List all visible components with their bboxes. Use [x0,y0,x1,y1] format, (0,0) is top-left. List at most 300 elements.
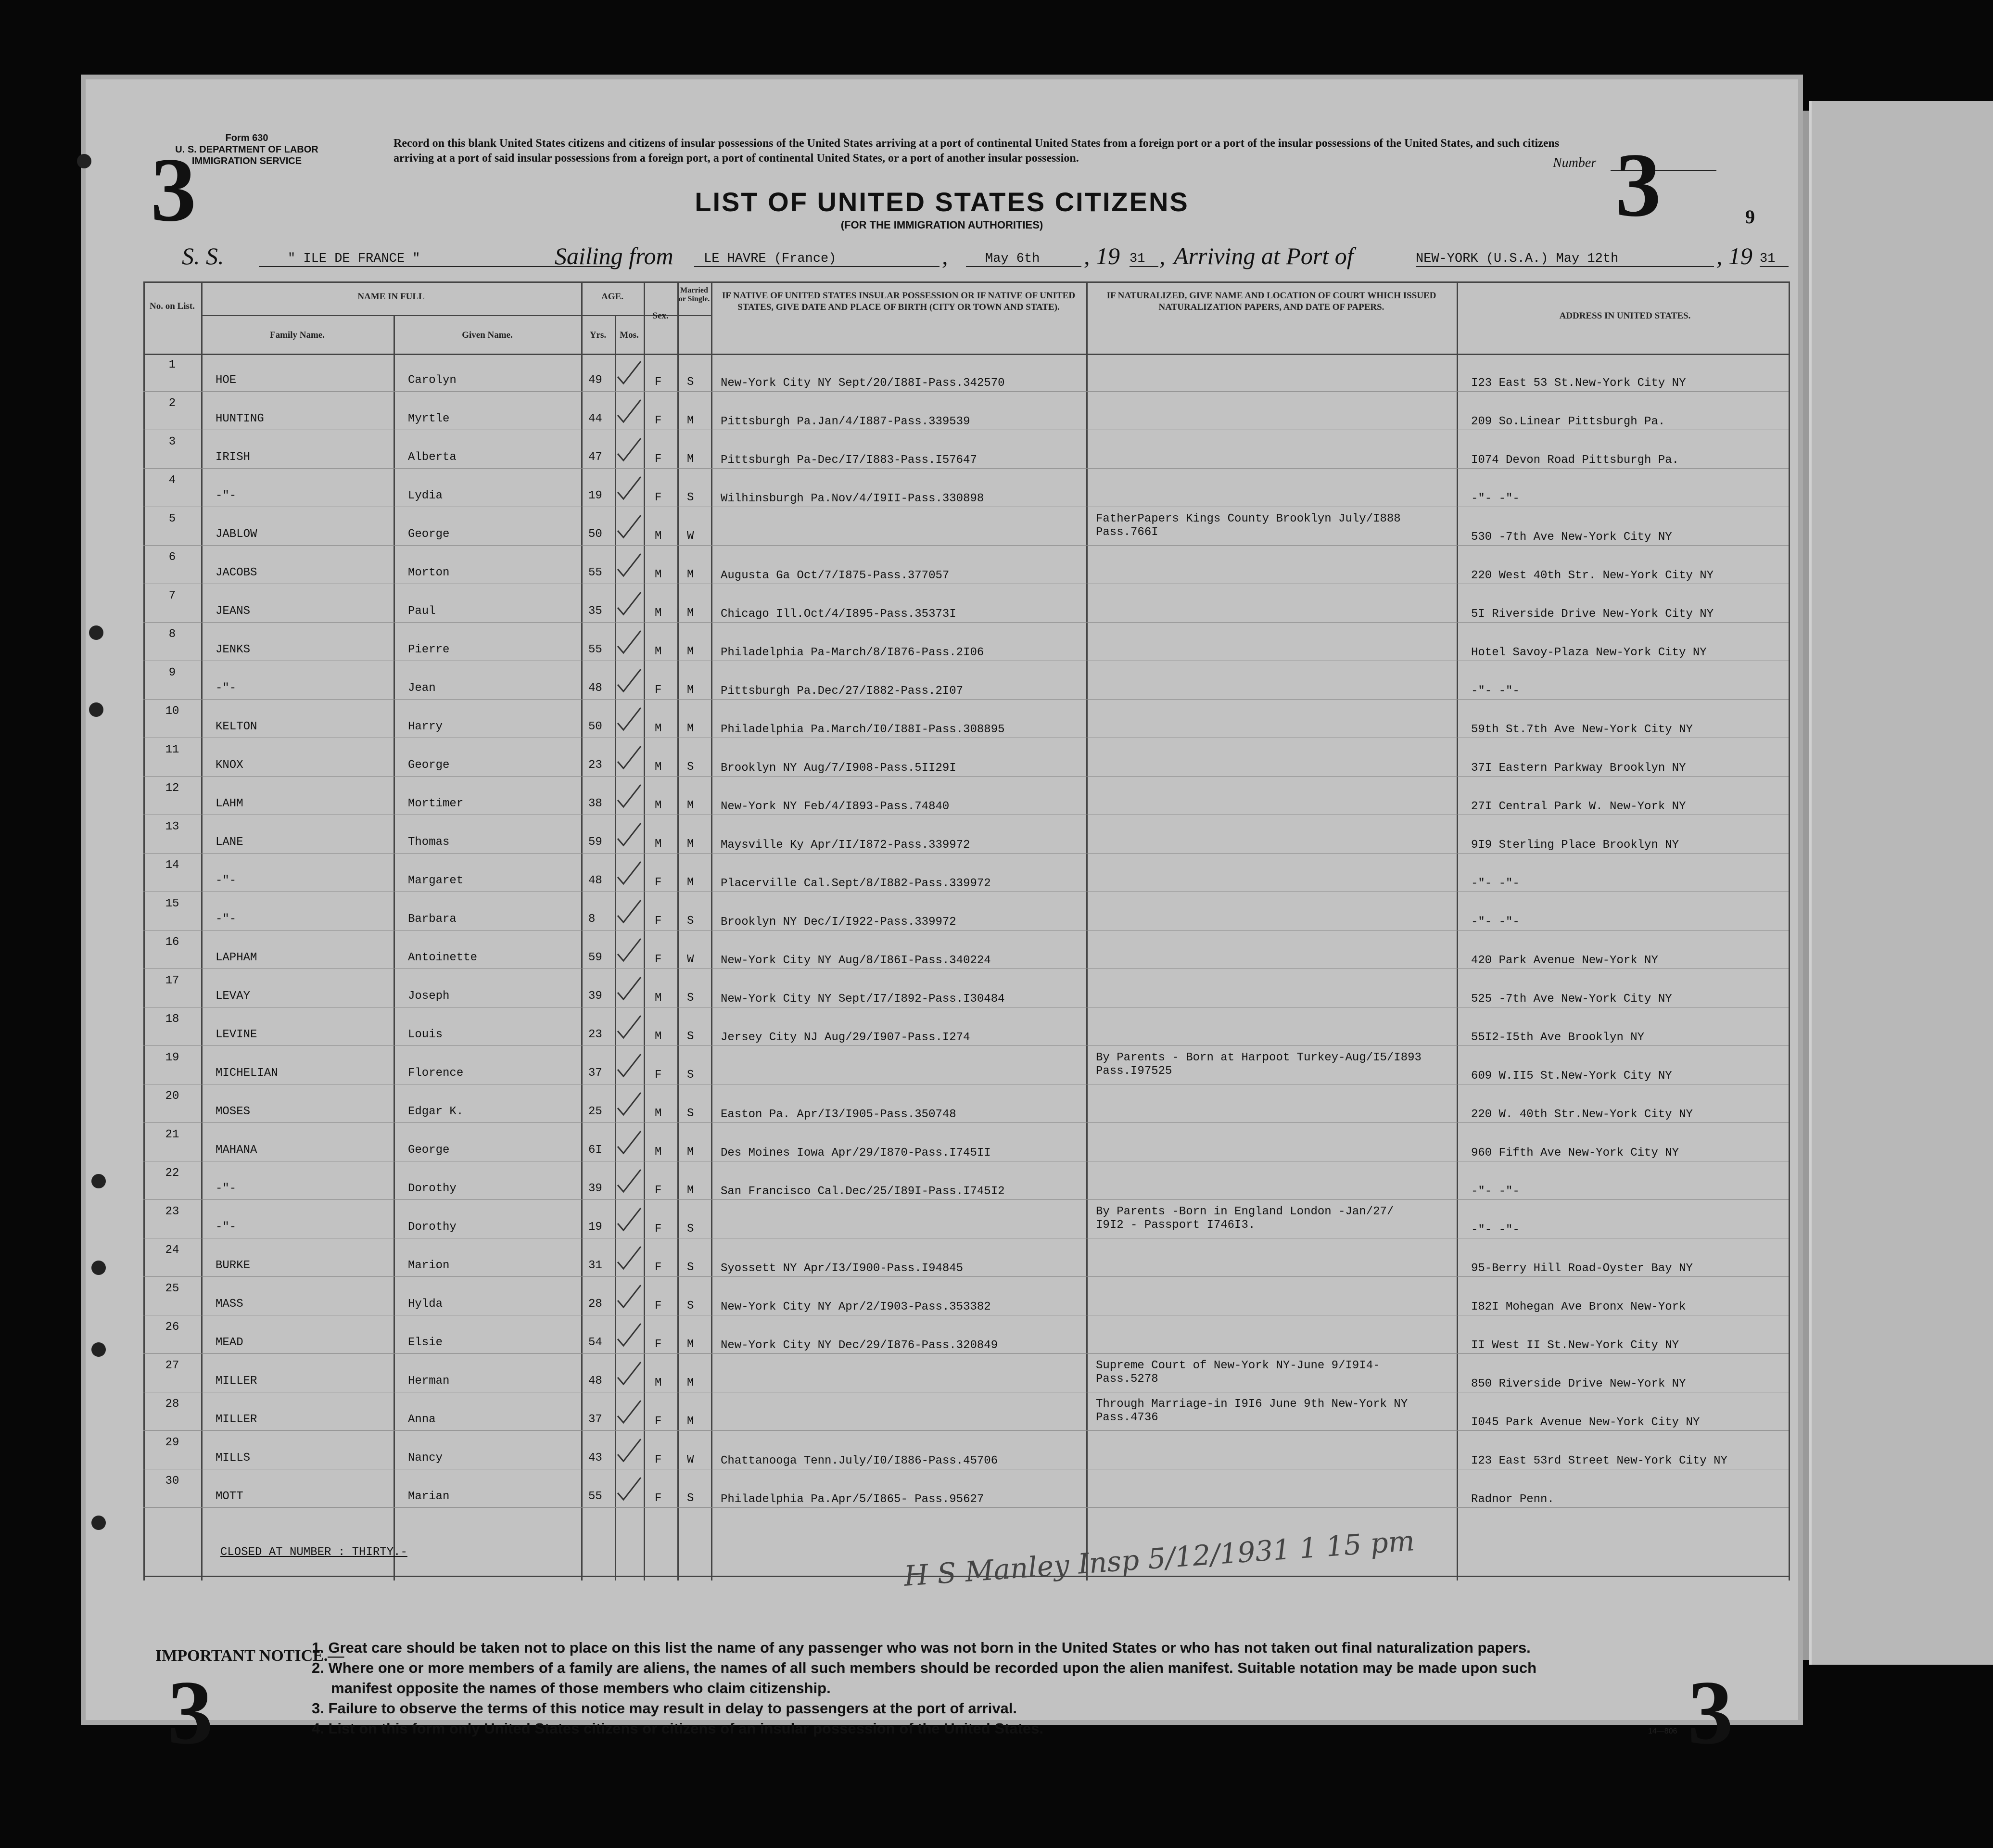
address: -"- -"- [1471,916,1520,929]
row-rule [143,1045,1789,1046]
service: IMMIGRATION SERVICE [191,156,302,166]
age-years: 48 [588,1375,602,1388]
address: -"- -"- [1471,685,1520,698]
given-name: Dorothy [408,1182,457,1195]
marital-status: S [687,1030,694,1043]
age-years: 37 [588,1067,602,1080]
sailing-label: Sailing from [555,242,673,269]
row-number: 1 [168,358,176,371]
age-years: 35 [588,605,602,618]
binder-hole [89,702,103,717]
col-yrs: Yrs. [589,330,607,340]
sex: F [655,1453,662,1466]
given-name: Anna [408,1413,436,1426]
given-name: Herman [408,1375,450,1388]
sex: M [655,607,662,620]
family-name: JACOBS [216,566,257,579]
notice-title: IMPORTANT NOTICE.— [155,1647,344,1665]
binder-hole [77,154,91,168]
age-years: 8 [588,913,596,926]
arrival-port-date: NEW-YORK (U.S.A.) May 12th [1416,252,1714,267]
sex: F [655,953,662,966]
check-mark-icon [615,1282,644,1311]
sex: F [655,376,662,389]
binder-hole [91,1174,106,1188]
page-subtitle: (FOR THE IMMIGRATION AUTHORITIES) [840,219,1043,231]
row-number: 22 [165,1167,179,1180]
sex: M [655,1376,662,1389]
address: 209 So.Linear Pittsburgh Pa. [1471,415,1665,428]
family-name: LAHM [216,797,243,810]
birth-info: Placerville Cal.Sept/8/I882-Pass.339972 [721,877,991,890]
row-number: 30 [165,1475,179,1488]
marital-status: M [687,1415,694,1428]
given-name: Dorothy [408,1221,457,1234]
age-years: 50 [588,720,602,733]
address: II West II St.New-York City NY [1471,1339,1679,1352]
row-rule [143,1199,1789,1200]
marital-status: M [687,414,694,427]
marital-status: S [687,1069,694,1082]
sex: M [655,1030,662,1043]
sex: F [655,453,662,466]
age-years: 28 [588,1298,602,1311]
notice-item-2-cont: manifest opposite the names of those members who claim citizenship. [331,1680,831,1696]
age-years: 54 [588,1336,602,1349]
sex: F [655,684,662,697]
marital-status: W [687,530,694,543]
row-number: 25 [165,1282,179,1295]
marital-status: M [687,1146,694,1159]
notice-item-2: 2. Where one or more members of a family are aliens, the names of all such members should be recorded upon the alien manifest. Suitable notation may be made upon such [312,1659,1537,1676]
address: 27I Central Park W. New-York NY [1471,800,1686,813]
row-rule [143,545,1789,546]
family-name: LEVAY [216,990,251,1003]
age-years: 48 [588,682,602,695]
given-name: Myrtle [408,412,450,425]
birth-info: Brooklyn NY Dec/I/I922-Pass.339972 [721,916,956,929]
birth-info: Chicago Ill.Oct/4/I895-Pass.35373I [721,608,956,621]
row-number: 29 [165,1436,179,1449]
family-name: -"- [216,874,237,887]
age-years: 48 [588,874,602,887]
sex: F [655,491,662,504]
age-years: 6I [588,1144,602,1157]
birth-info: Chattanooga Tenn.July/I0/I886-Pass.45706 [721,1454,998,1467]
sex: M [655,530,662,543]
given-name: Alberta [408,451,457,464]
row-number: 18 [165,1013,179,1026]
family-name: JENKS [216,643,251,656]
passenger-table [143,281,1789,1580]
sex: M [655,992,662,1005]
family-name: KNOX [216,759,243,772]
col-age: AGE. [601,292,623,302]
sex: F [655,915,662,928]
birth-info: Philadelphia Pa-March/8/I876-Pass.2I06 [721,646,984,659]
family-name: -"- [216,1182,237,1195]
row-number: 9 [168,666,176,679]
row-number: 14 [165,859,179,872]
family-name: LAPHAM [216,951,257,964]
age-years: 19 [588,489,602,502]
row-number: 6 [168,551,176,564]
check-mark-icon [615,782,644,811]
naturalization-info: By Parents -Born in England London -Jan/27/ [1096,1205,1394,1218]
marital-status: W [687,1453,694,1466]
address: I045 Park Avenue New-York City NY [1471,1416,1700,1429]
row-number: 8 [168,628,176,641]
check-mark-icon [615,897,644,926]
given-name: Hylda [408,1298,443,1311]
address: 609 W.II5 St.New-York City NY [1471,1070,1672,1083]
check-mark-icon [615,397,644,426]
family-name: MICHELIAN [216,1067,278,1080]
row-number: 27 [165,1359,179,1372]
check-mark-icon [615,1475,644,1504]
sex: M [655,645,662,658]
row-number: 3 [168,435,176,448]
birth-info: Jersey City NJ Aug/29/I907-Pass.I274 [721,1031,970,1044]
sex: F [655,414,662,427]
check-mark-icon [615,1051,644,1080]
check-mark-icon [615,1359,644,1388]
col-naturalization: IF NATURALIZED, GIVE NAME AND LOCATION OF COURT WHICH ISSUED NATURALIZATION PAPERS, AND DATE OF PAPERS. [1106,291,1436,312]
check-mark-icon [615,589,644,618]
binder-hole [91,1342,106,1357]
family-name: MOSES [216,1105,251,1118]
family-name: -"- [216,489,237,502]
given-name: Mortimer [408,797,464,810]
birth-info: Philadelphia Pa.Apr/5/I865- Pass.95627 [721,1493,984,1506]
birth-info: New-York City NY Sept/I7/I892-Pass.I30484 [721,993,1005,1006]
check-mark-icon [615,743,644,772]
naturalization-info: By Parents - Born at Harpoot Turkey-Aug/I5/I893 [1096,1051,1422,1064]
marital-status: M [687,1376,694,1389]
row-number: 19 [165,1051,179,1064]
address: -"- -"- [1471,492,1520,505]
naturalization-pass: I9I2 - Passport I746I3. [1096,1219,1256,1232]
marital-status: M [687,568,694,581]
given-name: Pierre [408,643,450,656]
sail-year: 31 [1130,252,1158,267]
address: Hotel Savoy-Plaza New-York City NY [1471,646,1707,659]
check-mark-icon [615,474,644,503]
birth-info: Maysville Ky Apr/II/I872-Pass.339972 [721,839,970,852]
row-number: 23 [165,1205,179,1218]
row-rule [143,1122,1789,1123]
given-name: Joseph [408,990,450,1003]
birth-info: Pittsburgh Pa-Dec/I7/I883-Pass.I57647 [721,454,977,467]
given-name: Elsie [408,1336,443,1349]
manifest-sheet: 3 Form 630 U. S. DEPARTMENT OF LABOR IMMIGRATION SERVICE Record on this blank United States citizens and citizens of insular possessions of the United States arriving at a port of continental United States from a foreign port or a port of the insular possessions of the United States, and such citizens arriving at a port of said insular possessions from a foreign port, a port of continental United States, or a port of another insular possession. Number 3 9 LIST OF UNITED STATES CITIZENS (FOR THE IMMIGRATION AUTHORITIES) S. S. " ILE DE FRANCE " Sailing from LE HAVRE (France) , May 6th , 19 31 , Arriving at Port of NEW-YORK (U.S.A.) May 12th , 19 31 No. on List. NAME IN FULL Family Name. Given Name. AGE. Yrs. Mos. Sex. Married or Single. IF NATIVE OF UNITED STATES INSULAR POSSESSION OR IF NATIVE OF UNITED STATES, GIVE DATE AND PLACE OF BIRTH (CITY OR TOWN AND STATE). IF NATURALIZED, GIVE NAME AND LOCATION OF COURT WHICH ISSUED NATURALIZATION PAPERS, AND DATE OF PAPERS. ADDRESS IN UNITED STATES. 1 HOE Carolyn 49 F S New-York City NY Sept/20/I88I-Pass.342570 I23 East 53 St.New-York City NY 2 HUNTING Myrtle 44 F M Pittsburgh Pa.Jan/4/I887-Pass.339539 209 So.Linear Pittsburgh Pa. 3 IRISH Alberta 47 F M Pittsburgh Pa-Dec/I7/I883-Pass.I57647 I074 Devon Road Pittsburgh Pa. 4 -"- Lydia 19 F S Wilhinsburgh Pa.Nov/4/I9II-Pass.330898 -"- -"- 5 JABLOW George 50 M W FatherPapers Kings County Brooklyn July/I888 Pass.766I 530 -7th Ave New-York City NY 6 JACOBS Morton 55 M M Augusta Ga Oct/7/I875-Pass.377057 220 West 40th Str. New-York City NY 7 JEANS Paul 35 M M Chicago Ill.Oct/4/I895-Pass.35373I 5I Riverside Drive New-York City NY 8 JENKS Pierre 55 M M Philadelphia Pa-March/8/I876-Pass.2I06 Hotel Savoy-Plaza New-York City NY 9 -"- Jean 48 F M Pittsburgh Pa.Dec/27/I882-Pass.2I07 -"- -"- 10 KELTON Harry 50 M M Philadelphia Pa.March/I0/I88I-Pass.308895 59th St.7th Ave New-York City NY 11 KNOX George 23 M S Brooklyn NY Aug/7/I908-Pass.5II29I 37I Eastern Parkway Brooklyn NY 12 LAHM Mortimer 38 M M New-York NY Feb/4/I893-Pass.74840 27I Central Park W. New-York NY 13 LANE Thomas 59 M M Maysville Ky Apr/II/I872-Pass.339972 9I9 Sterling Place Brooklyn NY 14 -"- Margaret 48 F M Placerville Cal.Sept/8/I882-Pass.339972 -"- -"- 15 -"- Barbara 8 F S Brooklyn NY Dec/I/I922-Pass.339972 -"- -"- 16 LAPHAM Antoinette 59 F W New-York City NY Aug/8/I86I-Pass.340224 420 Park Avenue New-York NY 17 LEVAY Joseph 39 M S New-York City NY Sept/I7/I892-Pass.I30484 525 -7th Ave New-York City NY 18 LEVINE Louis 23 M S Jersey City NJ Aug/29/I907-Pass.I274 55I2-I5th Ave Brooklyn NY 19 MICHELIAN Florence 37 F S By Parents - Born at Harpoot Turkey-Aug/I5/I893 Pass.I97525 609 W.II5 St.New-York City NY 20 MOSES Edgar K. 25 M S Easton Pa. Apr/I3/I905-Pass.350748 220 W. 40th Str.New-York City NY 21 MAHANA George 6I M M Des Moines Iowa Apr/29/I870-Pass.I745II 960 Fifth Ave New-York City NY 22 -"- Dorothy 39 F M San Francisco Cal.Dec/25/I89I-Pass.I745I2 -"- -"- 23 -"- Dorothy 19 F S By Parents -Born in England London -Jan/27/ I9I2 - Passport I746I3. -"- -"- 24 BURKE Marion 31 F S Syossett NY Apr/I3/I900-Pass.I94845 95-Berry Hill Road-Oyster Bay NY 25 MASS Hylda 28 F S New-York City NY Apr/2/I903-Pass.353382 I82I Mohegan Ave Bronx New-York 26 MEAD Elsie 54 F M New-York City NY Dec/29/I876-Pass.320849 II West II St.New-York City NY 27 MILLER Herman 48 M M Supreme Court of New-York NY-June 9/I9I4- Pass.5278 850 Riverside Drive New-York NY 28 MILLER Anna 37 F M Through Marriage-in I9I6 June 9th New-York NY Pass.4736 I045 Park Avenue New-York City NY 29 MILLS Nancy 43 F W Chattanooga Tenn.July/I0/I886-Pass.45706 I23 East 53rd Street New-York City NY 30 MOTT Marian 55 F S Philadelphia Pa.Apr/5/I865- Pass.95627 Radnor Penn. CLOSED AT NUMBER : THIRTY.- H S Manley Insp 5/12/1931 1 15 pm IMPORTANT NOTICE.— 1. Great care should be taken not to place on this list the name of any passenger who was not born in the United States or who has not taken out final naturalization papers. 2. Where one or more members of a family are aliens, the names of all such members should be recorded upon the alien manifest. Suitable notation may be made upon such manifest opposite the names of those members who claim citizenship. 3. Failure to observe the terms of this notice may result in delay to passengers at the port of arrival. 4. List on this form only United States citizens or citizens of an insular possession of the United States. 3 3 14—806 [86,79,1798,1720]
sex: F [655,1300,662,1313]
marital-status: M [687,1184,694,1197]
sex: M [655,799,662,812]
family-name: MILLER [216,1413,257,1426]
page-number: 9 [1745,206,1755,228]
marital-status: S [687,1223,694,1236]
age-years: 23 [588,1028,602,1041]
marital-status: S [687,1300,694,1313]
birth-info: Pittsburgh Pa.Dec/27/I882-Pass.2I07 [721,685,964,698]
col-given-name: Given Name. [462,330,513,340]
address: 220 West 40th Str. New-York City NY [1471,569,1714,582]
row-number: 28 [165,1398,179,1411]
address: 420 Park Avenue New-York NY [1471,954,1658,967]
binder-hole [91,1261,106,1275]
notice-item-4: 4. List on this form only United States citizens or citizens of an insular possession of the United States. [312,1720,1043,1737]
check-mark-icon [615,705,644,734]
given-name: George [408,759,450,772]
address: 59th St.7th Ave New-York City NY [1471,723,1693,736]
given-name: Carolyn [408,374,457,387]
marital-status: M [687,876,694,889]
family-name: MILLS [216,1452,251,1465]
check-mark-icon [615,1128,644,1157]
check-mark-icon [615,1167,644,1196]
row-number: 10 [165,705,179,718]
row-rule [143,391,1789,392]
family-name: HOE [216,374,237,387]
departure-port: LE HAVRE (France) [694,252,939,267]
sex: F [655,1338,662,1351]
notice-item-1: 1. Great care should be taken not to place on this list the name of any passenger who was not born in the United States or who has not taken out final naturalization papers. [312,1639,1531,1656]
form-info [141,132,353,167]
marital-status: W [687,953,694,966]
given-name: Edgar K. [408,1105,464,1118]
sex: F [655,1223,662,1236]
birth-info: Augusta Ga Oct/7/I875-Pass.377057 [721,569,950,582]
family-name: MOTT [216,1490,243,1503]
given-name: Barbara [408,913,457,926]
family-name: BURKE [216,1259,251,1272]
address: I82I Mohegan Ave Bronx New-York [1471,1300,1686,1313]
check-mark-icon [615,435,644,464]
given-name: Nancy [408,1452,443,1465]
naturalization-pass: Pass.5278 [1096,1373,1158,1386]
sex: F [655,1184,662,1197]
family-name: MILLER [216,1375,257,1388]
year-prefix: 19 [1096,242,1120,269]
age-years: 25 [588,1105,602,1118]
row-rule [143,699,1789,700]
sex: M [655,838,662,851]
number-label: Number [1553,155,1597,170]
row-number: 11 [165,743,179,756]
family-name: MAHANA [216,1144,257,1157]
ship-name: " ILE DE FRANCE " [259,252,615,267]
sex: M [655,761,662,774]
family-name: JEANS [216,605,251,618]
row-rule [143,622,1789,623]
marital-status: M [687,645,694,658]
marital-status: M [687,1338,694,1351]
check-mark-icon [615,1244,644,1273]
given-name: Margaret [408,874,464,887]
age-years: 39 [588,990,602,1003]
department: U. S. DEPARTMENT OF LABOR [175,144,318,155]
check-mark-icon [615,666,644,695]
col-no: No. on List. [150,301,195,311]
big-number-top-right: 3 [1615,135,1661,236]
marital-status: S [687,1107,694,1120]
given-name: Florence [408,1067,464,1080]
given-name: Thomas [408,836,450,849]
page-title: LIST OF UNITED STATES CITIZENS [695,187,1189,217]
record-notice: Record on this blank United States citizens and citizens of insular possessions of the United States arriving at a port of continental United States from a foreign port or a port of the insular possessions of the United States, and such citizens arriving at a port of said insular possessions from a foreign port, a port of continental United States, or a port of another insular possession. [394,137,1560,165]
family-name: KELTON [216,720,257,733]
check-mark-icon [615,551,644,580]
address: I23 East 53rd Street New-York City NY [1471,1454,1727,1467]
notice-item-3: 3. Failure to observe the terms of this notice may result in delay to passengers at the port of arrival. [312,1700,1017,1717]
arrive-year-prefix: 19 [1728,242,1752,269]
age-years: 44 [588,412,602,425]
address: 9I9 Sterling Place Brooklyn NY [1471,839,1679,852]
row-number: 17 [165,974,179,987]
given-name: George [408,1144,450,1157]
marital-status: S [687,1261,694,1274]
sex: F [655,876,662,889]
row-number: 12 [165,782,179,795]
family-name: -"- [216,1221,237,1234]
birth-info: San Francisco Cal.Dec/25/I89I-Pass.I745I2 [721,1185,1005,1198]
col-mos: Mos. [620,330,639,340]
naturalization-pass: Pass.4736 [1096,1411,1158,1424]
birth-info: New-York NY Feb/4/I893-Pass.74840 [721,800,950,813]
check-mark-icon [615,1436,644,1465]
row-number: 15 [165,897,179,910]
given-name: Antoinette [408,951,478,964]
row-number: 16 [165,936,179,949]
underlying-page [1809,101,1993,1665]
sail-date: May 6th [966,252,1081,267]
birth-info: Brooklyn NY Aug/7/I908-Pass.5II29I [721,762,956,775]
age-years: 50 [588,528,602,541]
row-rule [143,1276,1789,1277]
row-number: 13 [165,820,179,833]
sex: F [655,1069,662,1082]
check-mark-icon [615,1090,644,1119]
given-name: Morton [408,566,450,579]
row-number: 7 [168,589,176,602]
family-name: IRISH [216,451,251,464]
row-number: 5 [168,512,176,525]
check-mark-icon [615,1321,644,1350]
check-mark-icon [615,358,644,387]
inspector-signature: H S Manley Insp 5/12/1931 1 15 pm [902,1524,1416,1593]
given-name: Harry [408,720,443,733]
family-name: MEAD [216,1336,243,1349]
marital-status: S [687,915,694,928]
col-name-in-full: NAME IN FULL [357,292,425,302]
given-name: George [408,528,450,541]
address: 95-Berry Hill Road-Oyster Bay NY [1471,1262,1693,1275]
closing-note: CLOSED AT NUMBER : THIRTY.- [220,1546,407,1559]
check-mark-icon [615,1013,644,1042]
row-number: 21 [165,1128,179,1141]
family-name: LEVINE [216,1028,257,1041]
check-mark-icon [615,628,644,657]
row-rule [143,1507,1789,1508]
sex: M [655,1107,662,1120]
naturalization-info: FatherPapers Kings County Brooklyn July/I888 [1096,512,1401,525]
row-number: 24 [165,1244,179,1257]
age-years: 43 [588,1452,602,1465]
age-years: 59 [588,836,602,849]
binder-hole [89,625,103,640]
birth-info: Pittsburgh Pa.Jan/4/I887-Pass.339539 [721,415,970,428]
col-birth-info: IF NATIVE OF UNITED STATES INSULAR POSSESSION OR IF NATIVE OF UNITED STATES, GIVE DATE AND PLACE OF BIRTH (CITY OR TOWN AND STATE). [722,291,1076,312]
sex: M [655,568,662,581]
birth-info: New-York City NY Sept/20/I88I-Pass.342570 [721,377,1005,390]
birth-info: Philadelphia Pa.March/I0/I88I-Pass.308895 [721,723,1005,736]
sex: M [655,1146,662,1159]
birth-info: New-York City NY Aug/8/I86I-Pass.340224 [721,954,991,967]
col-married-single: Married or Single. [678,286,710,303]
family-name: LANE [216,836,243,849]
marital-status: S [687,992,694,1005]
given-name: Paul [408,605,436,618]
form-code: 14—806 [1648,1727,1677,1735]
marital-status: M [687,684,694,697]
arrive-year: 31 [1760,252,1789,267]
age-years: 39 [588,1182,602,1195]
address: -"- -"- [1471,1224,1520,1236]
family-name: -"- [216,682,237,695]
address: 55I2-I5th Ave Brooklyn NY [1471,1031,1645,1044]
row-number: 2 [168,397,176,410]
marital-status: M [687,607,694,620]
age-years: 47 [588,451,602,464]
address: 5I Riverside Drive New-York City NY [1471,608,1714,621]
sex: F [655,1415,662,1428]
row-number: 26 [165,1321,179,1334]
address: 220 W. 40th Str.New-York City NY [1471,1108,1693,1121]
age-years: 55 [588,1490,602,1503]
address: I074 Devon Road Pittsburgh Pa. [1471,454,1679,467]
row-number: 4 [168,474,176,487]
given-name: Marian [408,1490,450,1503]
birth-info: New-York City NY Dec/29/I876-Pass.320849 [721,1339,998,1352]
address: 37I Eastern Parkway Brooklyn NY [1471,762,1686,775]
address: I23 East 53 St.New-York City NY [1471,377,1686,390]
naturalization-info: Through Marriage-in I9I6 June 9th New-York NY [1096,1398,1408,1411]
family-name: JABLOW [216,528,257,541]
naturalization-pass: Pass.I97525 [1096,1065,1172,1078]
given-name: Marion [408,1259,450,1272]
form-number: Form 630 [225,133,268,143]
birth-info: Wilhinsburgh Pa.Nov/4/I9II-Pass.330898 [721,492,984,505]
col-family-name: Family Name. [270,330,325,340]
age-years: 59 [588,951,602,964]
given-name: Louis [408,1028,443,1041]
birth-info: Easton Pa. Apr/I3/I905-Pass.350748 [721,1108,956,1121]
ss-label: S. S. [182,242,224,269]
check-mark-icon [615,1398,644,1427]
row-rule [143,1353,1789,1354]
check-mark-icon [615,512,644,541]
birth-info: New-York City NY Apr/2/I903-Pass.353382 [721,1300,991,1313]
marital-status: M [687,838,694,851]
check-mark-icon [615,974,644,1003]
col-address: ADDRESS IN UNITED STATES. [1559,311,1691,321]
age-years: 19 [588,1221,602,1234]
marital-status: M [687,453,694,466]
age-years: 37 [588,1413,602,1426]
row-rule [143,468,1789,469]
arriving-label: Arriving at Port of [1174,242,1354,269]
